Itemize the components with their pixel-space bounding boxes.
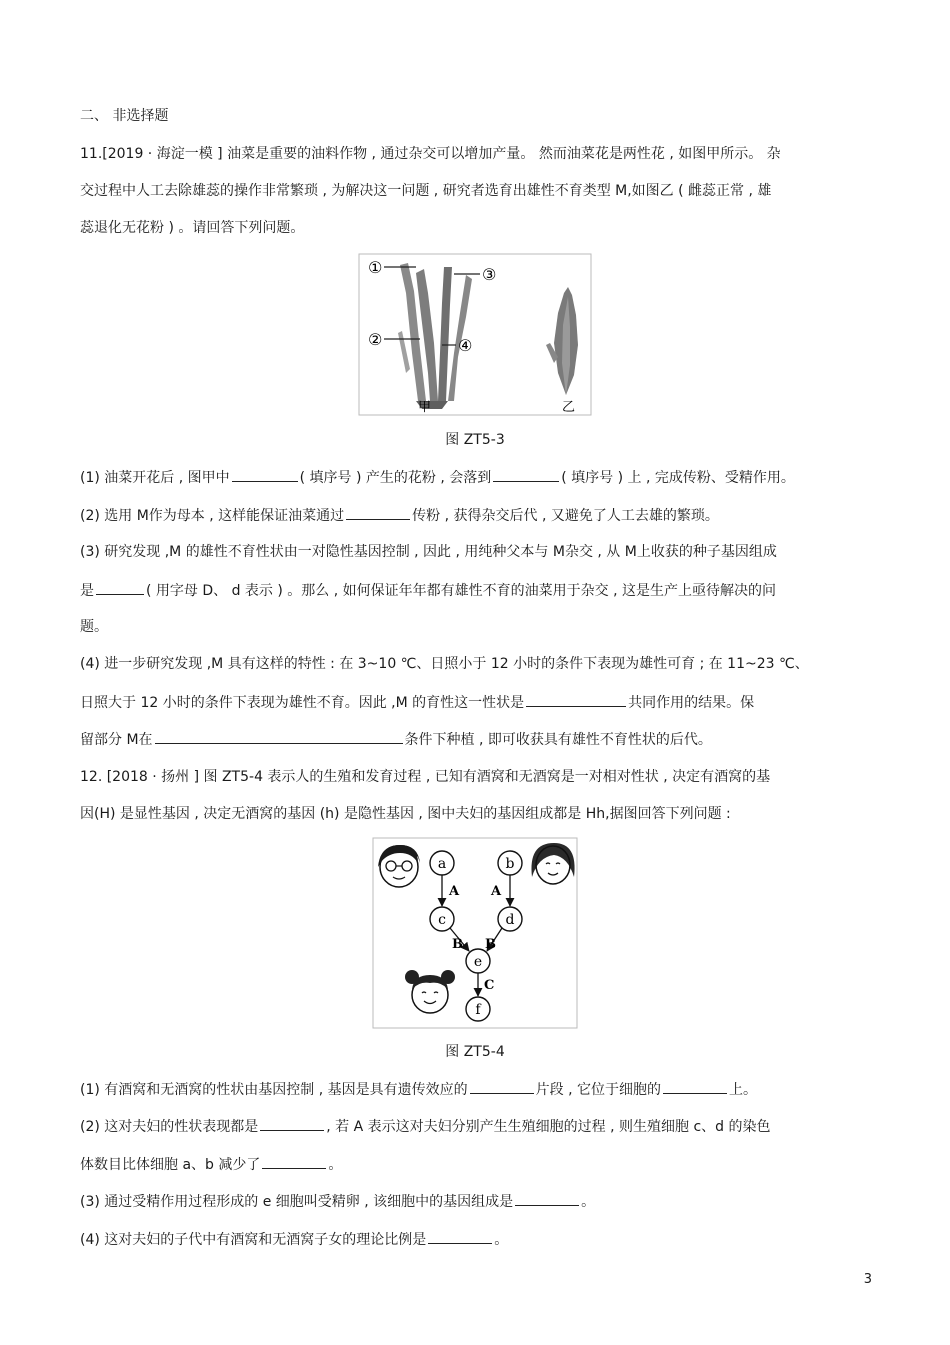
rapeseed-flower-figure [358, 253, 592, 416]
q11-stem-line3: 蕊退化无花粉 ) 。请回答下列问题。 [80, 220, 305, 236]
reproduction-diagram [372, 837, 578, 1029]
edge-label-b1: B [452, 937, 463, 952]
q12-part1: (1) 有酒窝和无酒窝的性状由基因控制 , 基因是具有遗传效应的 片段 , 它位于细胞的 上。 [80, 1079, 872, 1100]
figure-label-yi: 乙 [562, 400, 576, 415]
marker-4: ④ [458, 336, 473, 355]
answer-blank[interactable] [526, 692, 626, 707]
node-c [430, 907, 454, 931]
answer-blank[interactable] [346, 505, 410, 520]
q12-part2-line1: (2) 这对夫妇的性状表现都是 , 若 A 表示这对夫妇分别产生生殖细胞的过程 , 则生殖细胞 c、d 的染色 [80, 1116, 872, 1137]
q12-stem-line2: 因(H) 是显性基因 , 决定无酒窝的基因 (h) 是隐性基因 , 图中夫妇的基因组成都是 Hh,据图回答下列问题 : [80, 806, 731, 822]
node-a-label: a [437, 856, 447, 872]
q11-stem-line1: 11.[2019 · 海淀一模 ] 油菜是重要的油料作物 , 通过杂交可以增加产量。 然而油菜花是两性花 , 如图甲所示。 杂 [80, 146, 781, 162]
answer-blank[interactable] [155, 729, 403, 744]
figure-label-jia: 甲 [418, 400, 432, 415]
figure-caption-zt5-3: 图 ZT5-3 [445, 432, 505, 448]
q12-part4: (4) 这对夫妇的子代中有酒窝和无酒窝子女的理论比例是 。 [80, 1229, 872, 1250]
node-d-label: d [505, 912, 515, 928]
q11-part3-line3: 题。 [80, 619, 108, 635]
q12-part2-line2: 体数目比体细胞 a、b 减少了 。 [80, 1154, 872, 1175]
figure-caption-zt5-4: 图 ZT5-4 [445, 1044, 505, 1060]
page-number: 3 [863, 1272, 872, 1287]
answer-blank[interactable] [663, 1079, 727, 1094]
q11-stem-line2: 交过程中人工去除雄蕊的操作非常繁琐 , 为解决这一问题 , 研究者选育出雄性不育类型 M,如图乙 ( 雌蕊正常 , 雄 [80, 183, 772, 199]
answer-blank[interactable] [515, 1191, 579, 1206]
edge-label-c: C [484, 978, 495, 993]
marker-2: ② [368, 330, 383, 349]
q11-part1: (1) 油菜开花后 , 图甲中 ( 填序号 ) 产生的花粉 , 会落到 ( 填序号 ) 上 , 完成传粉、受精作用。 [80, 467, 872, 488]
answer-blank[interactable] [428, 1229, 492, 1244]
node-f-label: f [475, 1002, 481, 1018]
q12-stem-line1: 12. [2018 · 扬州 ] 图 ZT5-4 表示人的生殖和发育过程 , 已知有酒窝和无酒窝是一对相对性状 , 决定有酒窝的基 [80, 769, 771, 785]
node-a [430, 851, 454, 875]
edge-label-b2: B [485, 937, 496, 952]
q11-part2: (2) 选用 M作为母本 , 这样能保证油菜通过 传粉 , 获得杂交后代 , 又避免了人工去雄的繁琐。 [80, 505, 872, 526]
q11-part3-line2: 是 ( 用字母 D、 d 表示 ) 。那么 , 如何保证年年都有雄性不育的油菜用于杂交 , 这是生产上亟待解决的问 [80, 580, 872, 601]
q12-part3: (3) 通过受精作用过程形成的 e 细胞叫受精卵 , 该细胞中的基因组成是 。 [80, 1191, 872, 1212]
node-b-label: b [505, 856, 515, 872]
edge-label-a2: A [491, 884, 502, 899]
node-e-label: e [473, 954, 483, 970]
q11-part4-line2: 日照大于 12 小时的条件下表现为雄性不育。因此 ,M 的育性这一性状是 共同作用的结果。保 [80, 692, 872, 713]
node-f [466, 997, 490, 1021]
node-d [498, 907, 522, 931]
q11-part4-line3: 留部分 M在 条件下种植 , 即可收获具有雄性不育性状的后代。 [80, 729, 872, 750]
q11-part4-line1: (4) 进一步研究发现 ,M 具有这样的特性 : 在 3~10 ℃、日照小于 12 小时的条件下表现为雄性可育 ; 在 11~23 ℃、 [80, 656, 809, 672]
node-e [466, 949, 490, 973]
answer-blank[interactable] [262, 1154, 326, 1169]
answer-blank[interactable] [493, 467, 559, 482]
answer-blank[interactable] [260, 1116, 324, 1131]
answer-blank[interactable] [232, 467, 298, 482]
q11-part3-line1: (3) 研究发现 ,M 的雄性不育性状由一对隐性基因控制 , 因此 , 用纯种父本与 M杂交 , 从 M上收获的种子基因组成 [80, 544, 777, 560]
section-title: 二、 非选择题 [80, 108, 169, 124]
node-b [498, 851, 522, 875]
marker-3: ③ [482, 265, 497, 284]
node-c-label: c [438, 912, 446, 928]
answer-blank[interactable] [96, 580, 144, 595]
answer-blank[interactable] [470, 1079, 534, 1094]
edge-label-a1: A [449, 884, 460, 899]
marker-1: ① [368, 258, 383, 277]
